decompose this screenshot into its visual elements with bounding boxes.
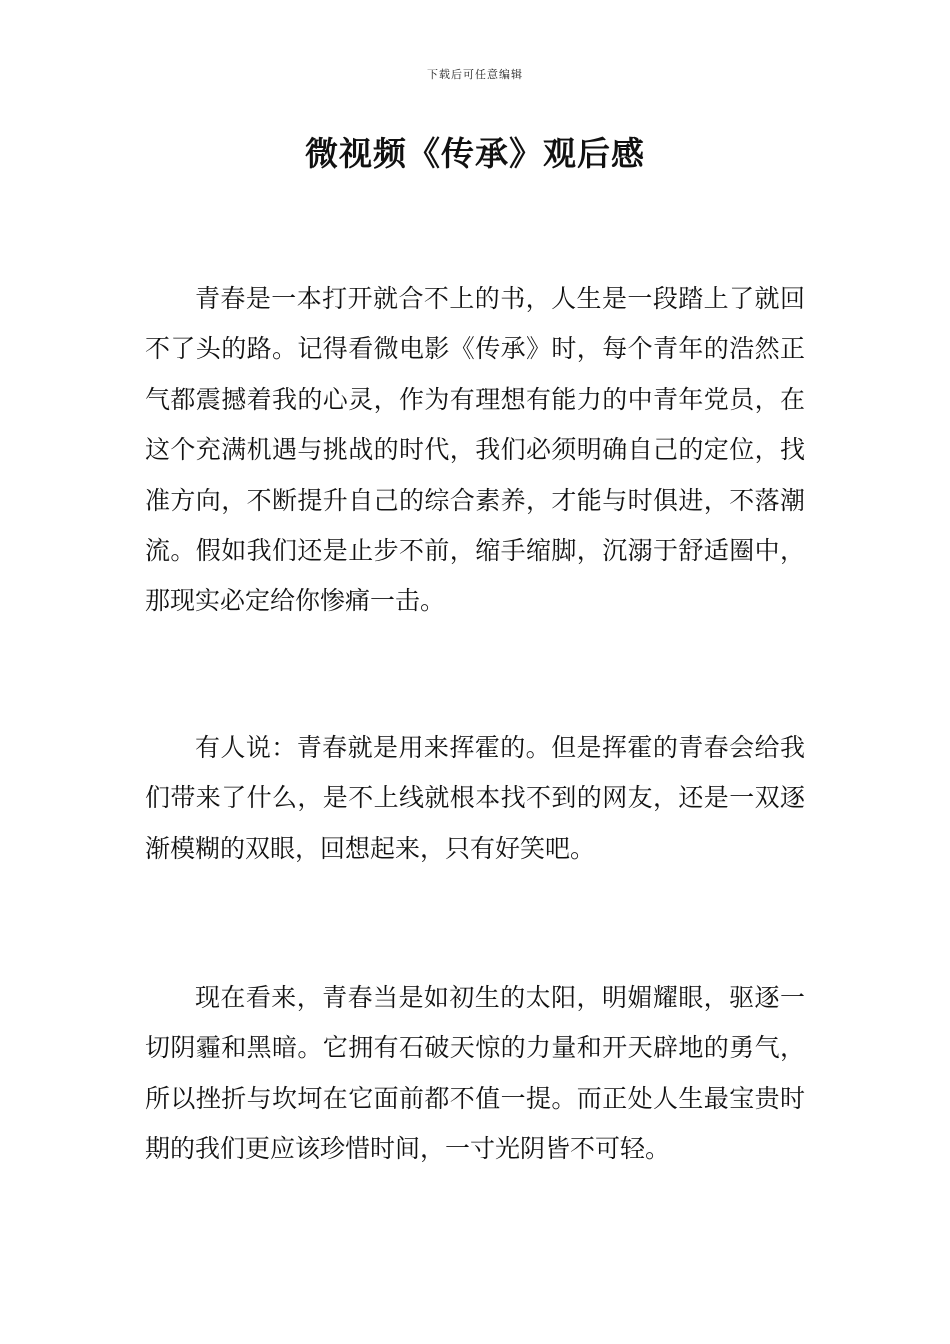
header-note: 下载后可任意编辑 <box>427 68 523 81</box>
paragraph-2: 有人说：青春就是用来挥霍的。但是挥霍的青春会给我们带来了什么，是不上线就根本找不到的网友，还是一双逐渐模糊的双眼，回想起来，只有好笑吧。 <box>145 733 805 863</box>
document-title: 微视频《传承》观后感 <box>305 134 645 173</box>
paragraph-1: 青春是一本打开就合不上的书，人生是一段踏上了就回不了头的路。记得看微电影《传承》时，每个青年的浩然正气都震撼着我的心灵，作为有理想有能力的中青年党员，在这个充满机遇与挑战的时代，我们必须明确自己的定位，找准方向，不断提升自己的综合素养，才能与时俱进，不落潮流。假如我们还是止步不前，缩手缩脚，沉溺于舒适圈中，那现实必定给你惨痛一击。 <box>145 284 805 616</box>
paragraph-3: 现在看来，青春当是如初生的太阳，明媚耀眼，驱逐一切阴霾和黑暗。它拥有石破天惊的力量和开天辟地的勇气，所以挫折与坎坷在它面前都不值一提。而正处人生最宝贵时期的我们更应该珍惜时间，一寸光阴皆不可轻。 <box>145 983 805 1164</box>
